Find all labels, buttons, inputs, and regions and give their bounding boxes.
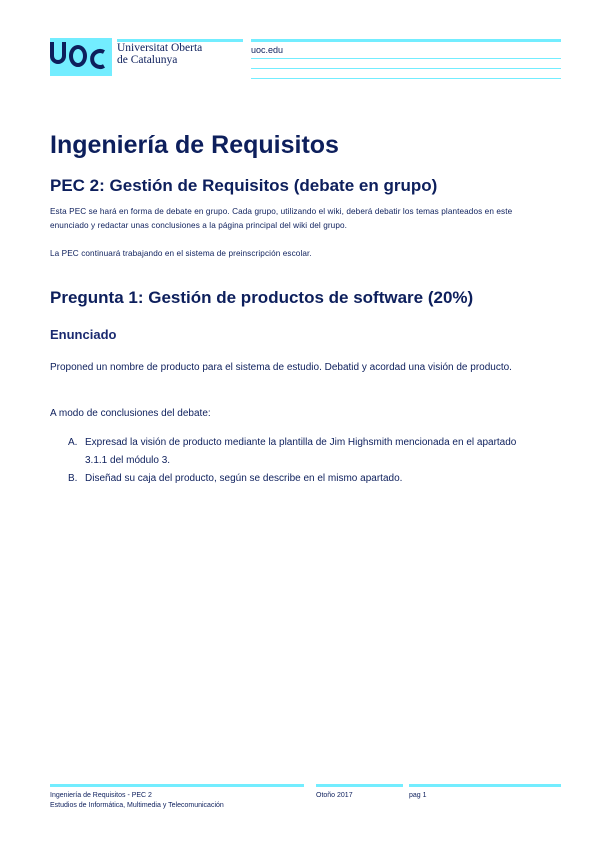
document-title: Ingeniería de Requisitos: [50, 131, 339, 159]
header-url[interactable]: uoc.edu: [251, 45, 284, 55]
intro-paragraph-1: Esta PEC se hará en forma de debate en grupo. Cada grupo, utilizando el wiki, deberá debatir los temas planteados en este enunciado y redactar unas conclusiones a la página principal del wiki del grupo.: [50, 207, 513, 230]
footer-rule-left: [50, 784, 304, 787]
header-rule-left: [117, 39, 243, 42]
list-marker: A.: [68, 437, 78, 448]
intro-paragraph-2: La PEC continuará trabajando en el sistema de preinscripción escolar.: [50, 249, 312, 258]
section-label: Enunciado: [50, 327, 117, 342]
header-rule-right: [251, 39, 561, 42]
footer-page-number: pag 1: [409, 792, 427, 799]
footer-studies: Estudios de Informática, Multimedia y Telecomunicación: [50, 802, 224, 809]
footer-rule-middle: [316, 784, 403, 787]
institution-line-2: de Catalunya: [117, 54, 178, 66]
conclusions-list: [68, 434, 535, 488]
list-item-text: Diseñad su caja del producto, según se describe en el mismo apartado.: [85, 473, 403, 484]
question-title: Pregunta 1: Gestión de productos de software (20%): [50, 288, 474, 307]
list-item: [68, 470, 535, 488]
paragraph-1: Proponed un nombre de producto para el sistema de estudio. Debatid y acordad una visión de producto.: [50, 362, 512, 373]
uoc-logo: [50, 38, 112, 76]
document-subtitle: PEC 2: Gestión de Requisitos (debate en grupo): [50, 176, 438, 195]
list-marker: B.: [68, 473, 78, 484]
list-item: [68, 434, 535, 470]
footer-rule-right: [409, 784, 561, 787]
list-item-text: Expresad la visión de producto mediante la plantilla de Jim Highsmith mencionada en el apartado 3.1.1 del módulo 3.: [85, 437, 517, 466]
paragraph-2: A modo de conclusiones del debate:: [50, 408, 211, 419]
header-thin-rule-2: [251, 68, 561, 69]
footer-course: Ingeniería de Requisitos - PEC 2: [50, 792, 152, 799]
institution-name: [117, 42, 202, 66]
header-thin-rule-3: [251, 78, 561, 79]
header-thin-rule-1: [251, 58, 561, 59]
institution-line-1: Universitat Oberta: [117, 42, 203, 54]
footer-term: Otoño 2017: [316, 792, 353, 799]
